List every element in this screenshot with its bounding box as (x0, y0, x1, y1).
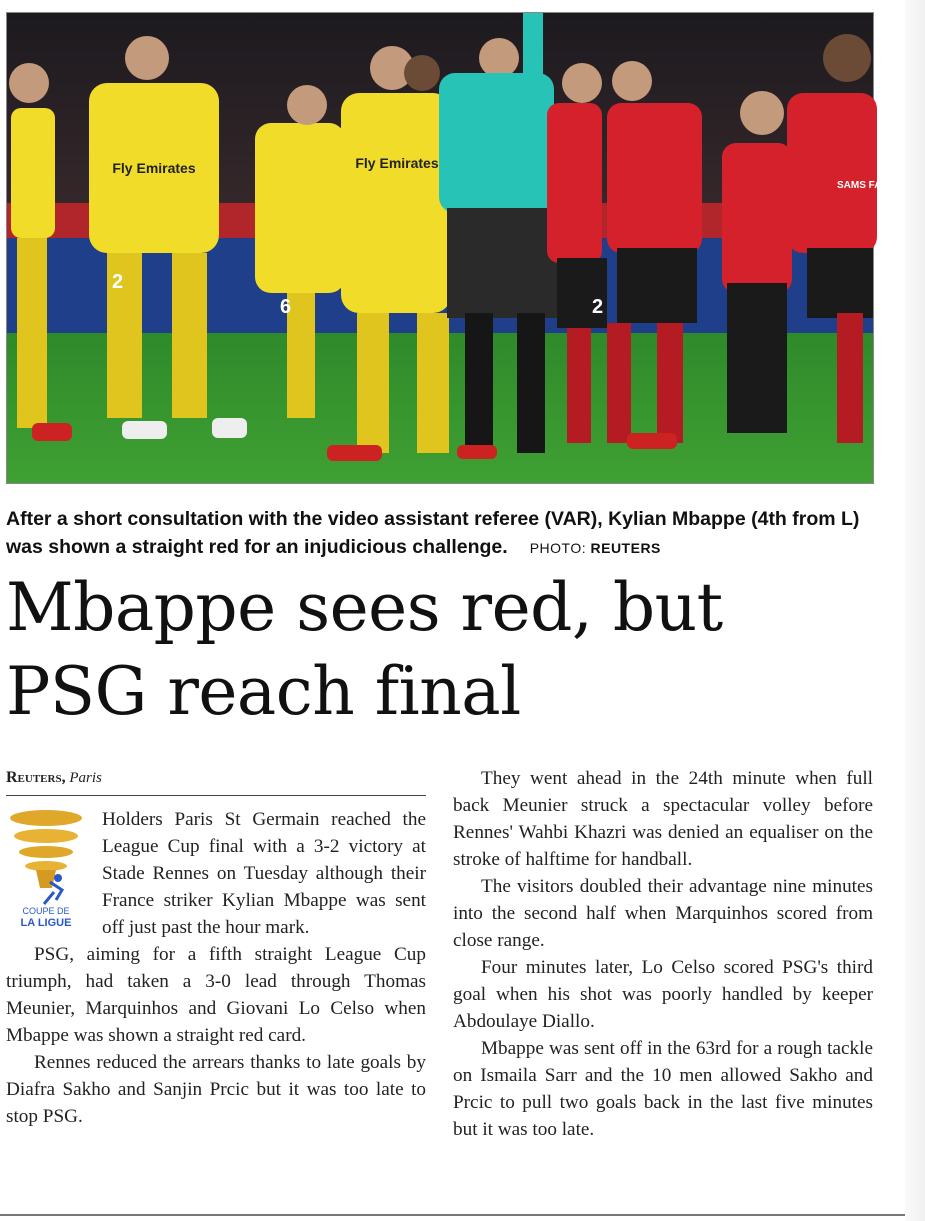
shirt-number-red: 2 (592, 296, 604, 318)
headline (6, 566, 886, 734)
paragraph: Rennes reduced the arrears thanks to late goals by Diafra Sakho and Sanjin Prcic but it was too late to stop PSG. (6, 1052, 426, 1127)
logo-text-line1: COUPE DE (22, 906, 70, 916)
photo-illustration (7, 13, 897, 483)
dateline (6, 765, 426, 796)
dateline-place: Paris (69, 770, 102, 786)
paragraph: They went ahead in the 24th minute when full back Meunier struck a spectacular volley before Rennes' Wahbi Khazri was denied an equaliser on the stroke of halftime for handball. (453, 768, 873, 870)
bottom-rule (0, 1214, 905, 1216)
photo-credit-source: REUTERS (590, 540, 661, 556)
match-photo (6, 12, 897, 484)
logo-text-line2: LA LIGUE (20, 917, 72, 929)
league-cup-logo (6, 808, 92, 932)
dateline-agency: Reuters, (6, 769, 66, 786)
paragraph: The visitors doubled their advantage nine minutes into the second half when Marquinhos scored from close range. (453, 876, 873, 951)
shirt-text-2: Fly Emirates (355, 155, 439, 171)
article-column-1 (6, 765, 426, 1130)
sponsor-text-red: SAMS FAGU (837, 180, 897, 191)
caption-text: After a short consultation with the video assistant referee (VAR), Kylian Mbappe (4th from L) was shown a straight red for an injudicious challenge. (6, 508, 860, 558)
shirt-number-mid: 6 (280, 296, 292, 318)
paragraph: PSG, aiming for a fifth straight League Cup triumph, had taken a 3-0 lead through Thomas Meunier, Marquinhos and Giovani Lo Celso when Mbappe was shown a straight red card. (6, 944, 426, 1046)
photo-credit-prefix: PHOTO: (529, 540, 587, 556)
paragraph: Four minutes later, Lo Celso scored PSG's third goal when his shot was poorly handled by keeper Abdoulaye Diallo. (453, 957, 873, 1032)
headline-line1: Mbappe sees red, but (6, 569, 723, 646)
photo-credit (530, 540, 661, 556)
photo-caption (6, 505, 876, 562)
article-column-2 (453, 765, 873, 1143)
shirt-number-left: 2 (112, 271, 124, 293)
paragraph: Holders Paris St Germain reached the League Cup final with a 3-2 victory at Stade Rennes on Tuesday although their France striker Kylian Mbappe was sent off just past the hour mark. (102, 809, 426, 938)
shirt-text-1: Fly Emirates (112, 160, 196, 176)
paragraph: Mbappe was sent off in the 63rd for a rough tackle on Ismaila Sarr and the 10 men allowed Sakho and Prcic to pull two goals back in the last five minutes but it was too late. (453, 1038, 873, 1140)
page-margin-strip (905, 0, 925, 1221)
headline-line2: PSG reach final (6, 653, 521, 730)
